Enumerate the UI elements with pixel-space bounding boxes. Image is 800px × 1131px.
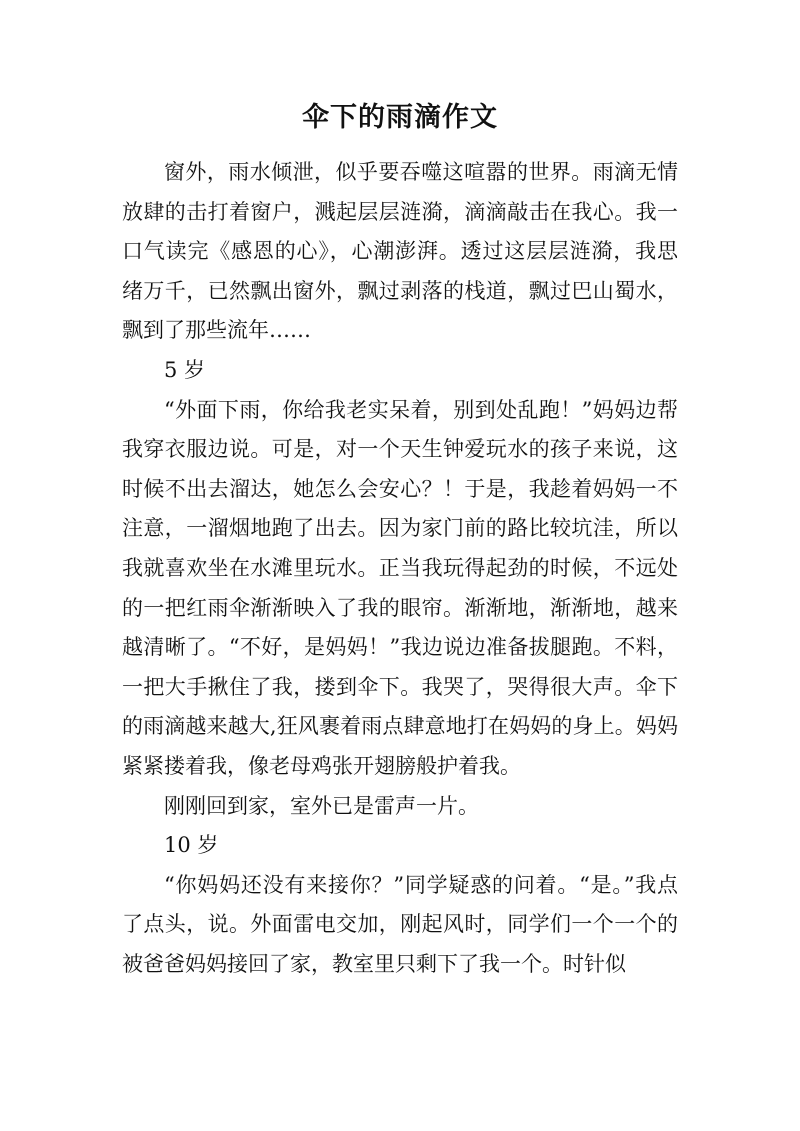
paragraph-return-home: 刚刚回到家，室外已是雷声一片。 — [164, 793, 479, 818]
document-title: 伞下的雨滴作文 — [302, 102, 498, 133]
paragraph-age-10-story: “你妈妈还没有来接你？”同学疑惑的问着。“是。”我点了点头，说。外面雷电交加，刚起风时，同学们一个一个的被爸爸妈妈接回了家，教室里只剩下了我一个。时针似 — [122, 872, 678, 976]
section-heading-age-5: 5 岁 — [164, 357, 206, 382]
document-body — [122, 153, 678, 984]
paragraph-age-5-story: “外面下雨，你给我老实呆着，别到处乱跑！”妈妈边帮我穿衣服边说。可是，对一个天生钟爱玩水的孩子来说，这时候不出去溜达，她怎么会安心？！于是，我趁着妈妈一不注意，一溜烟地跑了出去。因为家门前的路比较坑洼，所以我就喜欢坐在水滩里玩水。正当我玩得起劲的时候，不远处的一把红雨伞渐渐映入了我的眼帘。渐渐地，渐渐地，越来越清晰了。“不好，是妈妈！”我边说边准备拔腿跑。不料，一把大手揪住了我，搂到伞下。我哭了，哭得很大声。伞下的雨滴越来越大,狂风裹着雨点肆意地打在妈妈的身上。妈妈紧紧搂着我，像老母鸡张开翅膀般护着我。 — [122, 397, 678, 778]
paragraph-intro: 窗外，雨水倾泄，似乎要吞噬这喧嚣的世界。雨滴无情放肆的击打着窗户，溅起层层涟漪，滴滴敲击在我心。我一口气读完《感恩的心》，心潮澎湃。透过这层层涟漪，我思绪万千，已然飘出窗外，飘过剥落的栈道，飘过巴山蜀水，飘到了那些流年…… — [122, 160, 678, 343]
section-heading-age-10: 10 岁 — [164, 833, 219, 858]
